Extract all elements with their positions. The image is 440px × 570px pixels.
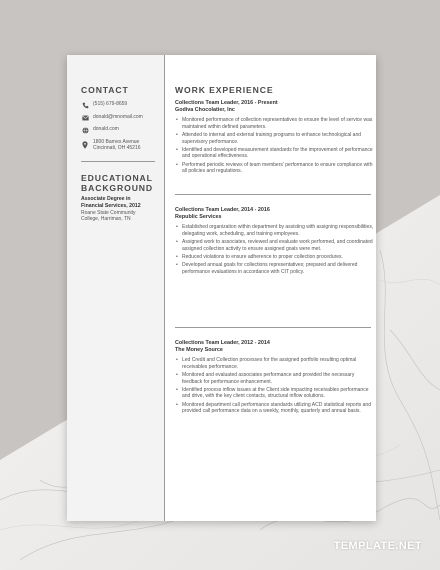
resume-page bbox=[67, 55, 376, 521]
job-3-bullet: • Identified process inflow issues at the Client side impacting receivables performance and drive, with the key client contacts, structural inflow solutions. bbox=[175, 387, 375, 400]
job-2-role: Collections Team Leader, 2014 - 2016 bbox=[175, 207, 270, 213]
job-3-company: The Money Source bbox=[175, 346, 223, 353]
school-line-2: College, Harriman, TN bbox=[81, 216, 131, 223]
contact-address bbox=[81, 139, 141, 152]
location-pin-icon bbox=[81, 141, 89, 149]
sidebar-divider bbox=[81, 161, 155, 162]
job-1-company: Godiva Chocolatier, Inc bbox=[175, 106, 235, 113]
education-heading bbox=[81, 173, 153, 193]
education-heading-line-1: EDUCATIONAL bbox=[81, 173, 153, 183]
phone-text: (515) 679-8659 bbox=[93, 101, 128, 107]
job-1-bullet: • Monitored performance of collection representatives to ensure the level of service was maintained within defined parameters. bbox=[175, 117, 375, 130]
job-2-bullet: • Assigned work to associates, reviewed and evaluate work performed, and coordinated assigned collection activity to ensure assigned goals were met. bbox=[175, 239, 375, 252]
email-text: donald@mnomail.com bbox=[93, 114, 143, 120]
degree-line-2: Financial Services, 2012 bbox=[81, 202, 141, 209]
mail-icon bbox=[81, 114, 89, 122]
contact-web bbox=[81, 126, 119, 134]
job-entry-1 bbox=[175, 100, 375, 176]
contact-phone bbox=[81, 101, 127, 109]
job-divider-1 bbox=[175, 194, 371, 195]
address-line-1: 1800 Barnes Avenue bbox=[93, 139, 140, 145]
job-entry-3 bbox=[175, 340, 375, 416]
job-1-role: Collections Team Leader, 2016 - Present bbox=[175, 100, 278, 106]
job-2-company: Republic Services bbox=[175, 213, 222, 220]
work-experience-heading: WORK EXPERIENCE bbox=[175, 85, 274, 95]
job-1-bullet: • Performed periodic reviews of team members' performance to ensure compliance with all policies and regulations. bbox=[175, 162, 375, 175]
education-school bbox=[81, 210, 161, 223]
job-entry-2 bbox=[175, 207, 375, 277]
school-line-1: Roane State Community bbox=[81, 210, 136, 216]
job-1-bullet: • Attended to internal and external training programs to enhance technological and supervisory performance. bbox=[175, 132, 375, 145]
education-heading-line-2: BACKGROUND bbox=[81, 183, 154, 193]
job-2-bullet: • Established organization within department by assisting with assigning responsibilities, delegating work, scheduling, and training employees. bbox=[175, 224, 375, 237]
job-1-bullet: • Identified and developed measurement standards for the improvement of performance and operational effectiveness. bbox=[175, 147, 375, 160]
job-1-bullets bbox=[175, 117, 375, 175]
globe-icon bbox=[81, 126, 89, 134]
degree-line-1: Associate Degree in bbox=[81, 196, 131, 202]
contact-heading: CONTACT bbox=[81, 85, 129, 95]
job-3-bullets bbox=[175, 357, 375, 415]
contact-email bbox=[81, 114, 143, 122]
job-3-bullet: • Monitored department call performance standards utilizing ACD statistical reports and provided call performance data on a weekly, monthly, quarterly and annual basis. bbox=[175, 402, 375, 415]
phone-icon bbox=[81, 101, 89, 109]
job-3-role: Collections Team Leader, 2012 - 2014 bbox=[175, 340, 270, 346]
job-2-bullet: • Reduced violations to ensure adherence to proper collection procedures. bbox=[175, 254, 375, 261]
job-3-bullet: • Monitored and evaluated associates performance and provided the necessary feedback for performance enhancement. bbox=[175, 372, 375, 385]
address-text bbox=[93, 139, 141, 152]
address-line-2: Cincinnati, OH 45216 bbox=[93, 145, 141, 152]
template-net-logo: TEMPLATE.NET bbox=[333, 540, 422, 552]
job-2-bullet: • Developed annual goals for collections representatives; prepared and delivered performance evaluations in accordance with CIT policy. bbox=[175, 262, 375, 275]
web-text: donald.com bbox=[93, 126, 119, 132]
job-divider-2 bbox=[175, 327, 371, 328]
job-3-bullet: • Led Credit and Collection processes for the assigned portfolio resulting optimal receivables performance. bbox=[175, 357, 375, 370]
education-degree bbox=[81, 196, 161, 209]
job-2-bullets bbox=[175, 224, 375, 275]
main-content bbox=[166, 55, 376, 521]
sidebar bbox=[67, 55, 165, 521]
